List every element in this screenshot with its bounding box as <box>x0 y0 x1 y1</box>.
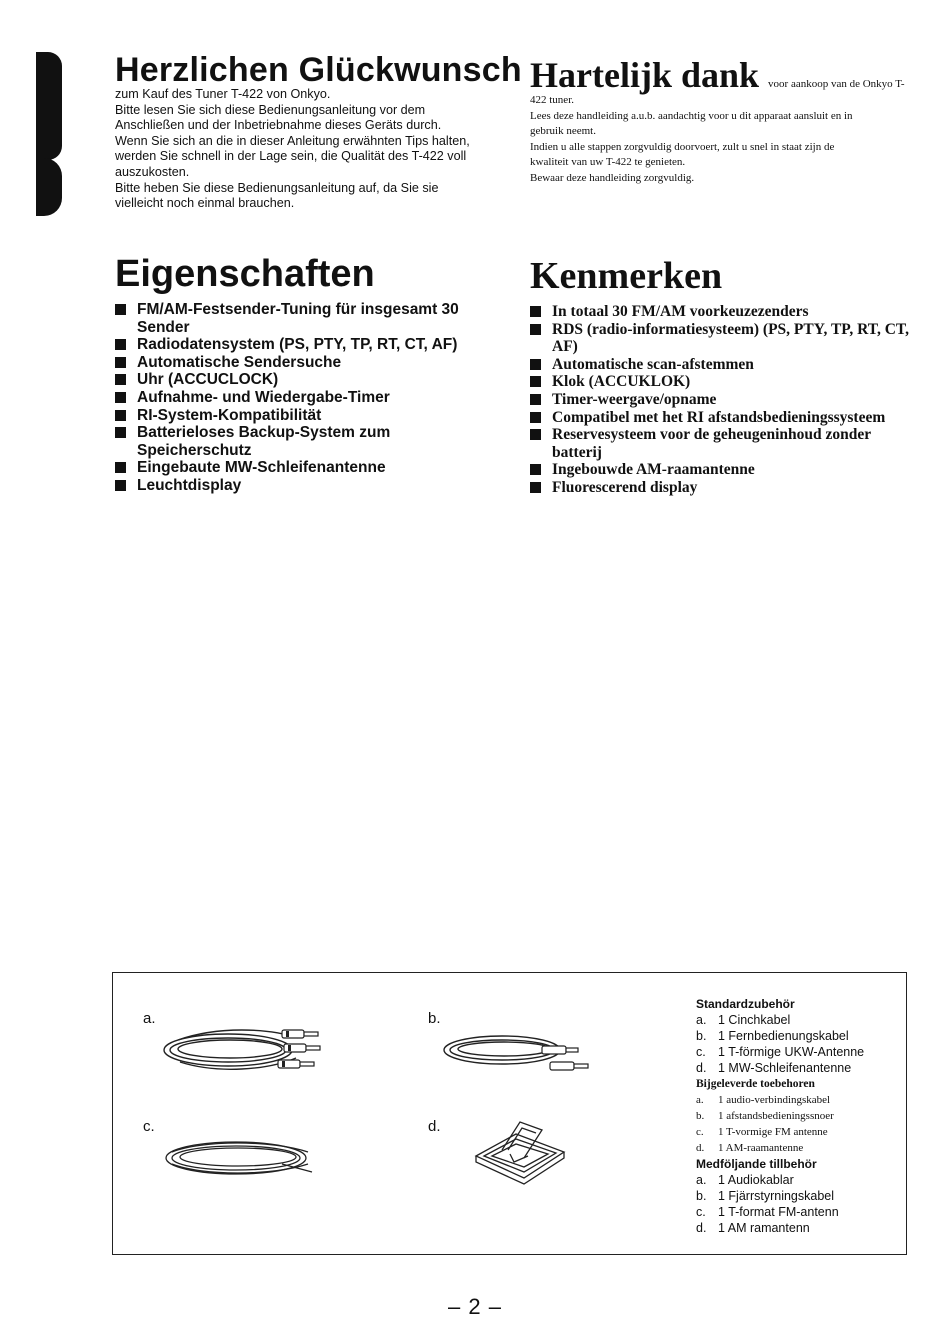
feature-label: Uhr (ACCUCLOCK) <box>137 371 279 389</box>
item-letter: b. <box>696 1110 705 1122</box>
list-item <box>696 1012 901 1028</box>
figure-label-c: c. <box>143 1118 155 1135</box>
list-item <box>115 424 495 459</box>
bullet-square-icon <box>530 376 541 387</box>
feature-label: Automatische scan-afstemmen <box>552 355 754 373</box>
accessories-title-german: Standardzubehör <box>696 997 795 1011</box>
text-line: Bewaar deze handleiding zorgvuldig. <box>530 171 695 184</box>
bullet-square-icon <box>530 464 541 475</box>
audio-cable-illustration <box>158 1018 328 1080</box>
feature-label: Fluorescerend display <box>552 478 698 496</box>
bullet-square-icon <box>115 374 126 385</box>
item-letter: d. <box>696 1142 705 1154</box>
feature-label: Leuchtdisplay <box>137 476 242 494</box>
feature-label: Reservesysteem voor de geheugeninhoud zonder batterij <box>552 426 871 461</box>
list-item <box>530 321 910 356</box>
text-line: 422 tuner. <box>530 94 574 106</box>
dutch-features-title: Kenmerken <box>530 255 723 297</box>
bullet-square-icon <box>115 480 126 491</box>
bullet-square-icon <box>530 482 541 493</box>
feature-label: Timer-weergave/opname <box>552 390 717 408</box>
list-item <box>530 461 910 479</box>
text-line: gebruik neemt. <box>530 125 596 138</box>
feature-label: Batterieloses Backup-System zum Speicherschutz <box>137 424 391 459</box>
item-text: 1 MW-Schleifenantenne <box>718 1061 852 1075</box>
item-letter: c. <box>696 1126 704 1138</box>
remote-cable-illustration <box>440 1028 600 1078</box>
bullet-square-icon <box>530 359 541 370</box>
accessories-title-swedish: Medföljande tillbehör <box>696 1157 817 1171</box>
fm-antenna-illustration <box>162 1134 322 1184</box>
list-item <box>530 426 910 461</box>
item-text: 1 Fernbedienungskabel <box>718 1029 849 1043</box>
item-letter: c. <box>696 1205 706 1219</box>
bullet-square-icon <box>530 394 541 405</box>
list-item <box>696 1044 901 1060</box>
text-line: kwaliteit van uw T-422 te genieten. <box>530 156 686 169</box>
item-text: 1 audio-verbindingskabel <box>718 1094 831 1106</box>
text-line: werden Sie schnell in der Lage sein, die Qualität des T-422 voll <box>115 149 467 164</box>
feature-label: Ingebouwde AM-raamantenne <box>552 461 755 479</box>
text-line: auszukosten. <box>115 164 190 179</box>
edge-tab-mark-top <box>36 52 62 160</box>
figure-label-b: b. <box>428 1010 441 1027</box>
item-text: 1 afstandsbedieningssnoer <box>718 1110 834 1122</box>
edge-tab-mark-bottom <box>36 158 62 216</box>
accessories-title-dutch: Bijgeleverde toebehoren <box>696 1078 815 1090</box>
list-item <box>696 1124 901 1140</box>
list-item <box>115 477 495 495</box>
bullet-square-icon <box>115 462 126 473</box>
figure-label-d: d. <box>428 1118 441 1135</box>
feature-label: FM/AM-Festsender-Tuning für insgesamt 30 Sender <box>137 301 459 336</box>
list-item <box>696 1220 901 1236</box>
text-line: Wenn Sie sich an die in dieser Anleitung erwähnten Tips halten, <box>115 133 470 148</box>
list-item <box>530 356 910 374</box>
feature-label: Klok (ACCUKLOK) <box>552 373 691 391</box>
list-item <box>530 303 910 321</box>
list-item <box>696 1188 901 1204</box>
bullet-square-icon <box>115 357 126 368</box>
feature-label: Aufnahme- und Wiedergabe-Timer <box>137 388 390 406</box>
list-item <box>696 1172 901 1188</box>
text-line: Bitte heben Sie diese Bedienungsanleitung auf, da Sie sie <box>115 180 439 195</box>
german-features-title: Eigenschaften <box>115 253 375 295</box>
list-item <box>115 354 495 372</box>
bullet-square-icon <box>115 304 126 315</box>
feature-label: In totaal 30 FM/AM voorkeuzezenders <box>552 303 809 320</box>
accessories-lists <box>696 996 901 1236</box>
list-item <box>115 301 495 336</box>
item-text: 1 AM-raamantenne <box>718 1142 804 1154</box>
list-item <box>696 1060 901 1076</box>
list-item <box>115 407 495 425</box>
list-item <box>115 389 495 407</box>
feature-label: Compatibel met het RI afstandsbedieningssysteem <box>552 408 886 426</box>
bullet-square-icon <box>530 429 541 440</box>
list-item <box>530 391 910 409</box>
item-letter: b. <box>696 1189 707 1203</box>
item-text: 1 T-förmige UKW-Antenne <box>718 1045 865 1059</box>
text-line: vielleicht noch einmal brauchen. <box>115 196 295 211</box>
list-item <box>115 336 495 354</box>
list-item <box>530 409 910 427</box>
feature-label: Eingebaute MW-Schleifenantenne <box>137 459 386 477</box>
bullet-square-icon <box>115 392 126 403</box>
bullet-square-icon <box>115 427 126 438</box>
text-line: Indien u alle stappen zorgvuldig doorvoert, zult u snel in staat zijn de <box>530 140 835 153</box>
bullet-square-icon <box>115 339 126 350</box>
item-text: 1 Audiokablar <box>718 1173 794 1187</box>
bullet-square-icon <box>115 410 126 421</box>
page-number: – 2 – <box>448 1294 502 1319</box>
item-text: 1 T-vormige FM antenne <box>718 1126 828 1138</box>
list-item <box>696 1140 901 1156</box>
list-item <box>696 1092 901 1108</box>
text-line: Anschließen und der Inbetriebnahme dieses Geräts durch. <box>115 118 442 133</box>
figure-label-a: a. <box>143 1010 156 1027</box>
dutch-welcome-title-main: Hartelijk dank <box>530 55 760 95</box>
feature-label: RDS (radio-informatiesysteem) (PS, PTY, TP, RT, CT, AF) <box>552 320 909 356</box>
german-welcome-text <box>115 87 515 212</box>
item-text: 1 AM ramantenn <box>718 1221 810 1235</box>
item-text: 1 Fjärrstyrningskabel <box>718 1189 835 1203</box>
item-text: 1 T-format FM-antenn <box>718 1205 839 1219</box>
item-letter: b. <box>696 1029 707 1043</box>
bullet-square-icon <box>530 412 541 423</box>
feature-label: RI-System-Kompatibilität <box>137 406 322 424</box>
item-text: 1 Cinchkabel <box>718 1013 791 1027</box>
feature-label: Radiodatensystem (PS, PTY, TP, RT, CT, AF) <box>137 336 458 354</box>
item-letter: c. <box>696 1045 706 1059</box>
list-item <box>696 1028 901 1044</box>
item-letter: a. <box>696 1094 704 1106</box>
feature-label: Automatische Sendersuche <box>137 353 342 371</box>
dutch-welcome-title-suffix: voor aankoop van de Onkyo T- <box>768 78 905 90</box>
item-letter: a. <box>696 1173 707 1187</box>
list-item <box>696 1108 901 1124</box>
item-letter: d. <box>696 1061 707 1075</box>
bullet-square-icon <box>530 306 541 317</box>
item-letter: d. <box>696 1221 707 1235</box>
text-line: zum Kauf des Tuner T-422 von Onkyo. <box>115 87 331 101</box>
german-welcome-title: Herzlichen Glückwunsch <box>115 51 522 89</box>
list-item <box>530 373 910 391</box>
german-features-list <box>115 301 495 495</box>
list-item <box>115 371 495 389</box>
text-line: Lees deze handleiding a.u.b. aandachtig voor u dit apparaat aansluit en in <box>530 109 853 122</box>
list-item <box>530 479 910 497</box>
dutch-features-list <box>530 303 910 497</box>
am-loop-antenna-illustration <box>466 1118 576 1196</box>
text-line: Bitte lesen Sie sich diese Bedienungsanleitung vor dem <box>115 102 426 117</box>
bullet-square-icon <box>530 324 541 335</box>
list-item <box>696 1204 901 1220</box>
dutch-welcome-text <box>530 93 920 187</box>
list-item <box>115 459 495 477</box>
item-letter: a. <box>696 1013 707 1027</box>
